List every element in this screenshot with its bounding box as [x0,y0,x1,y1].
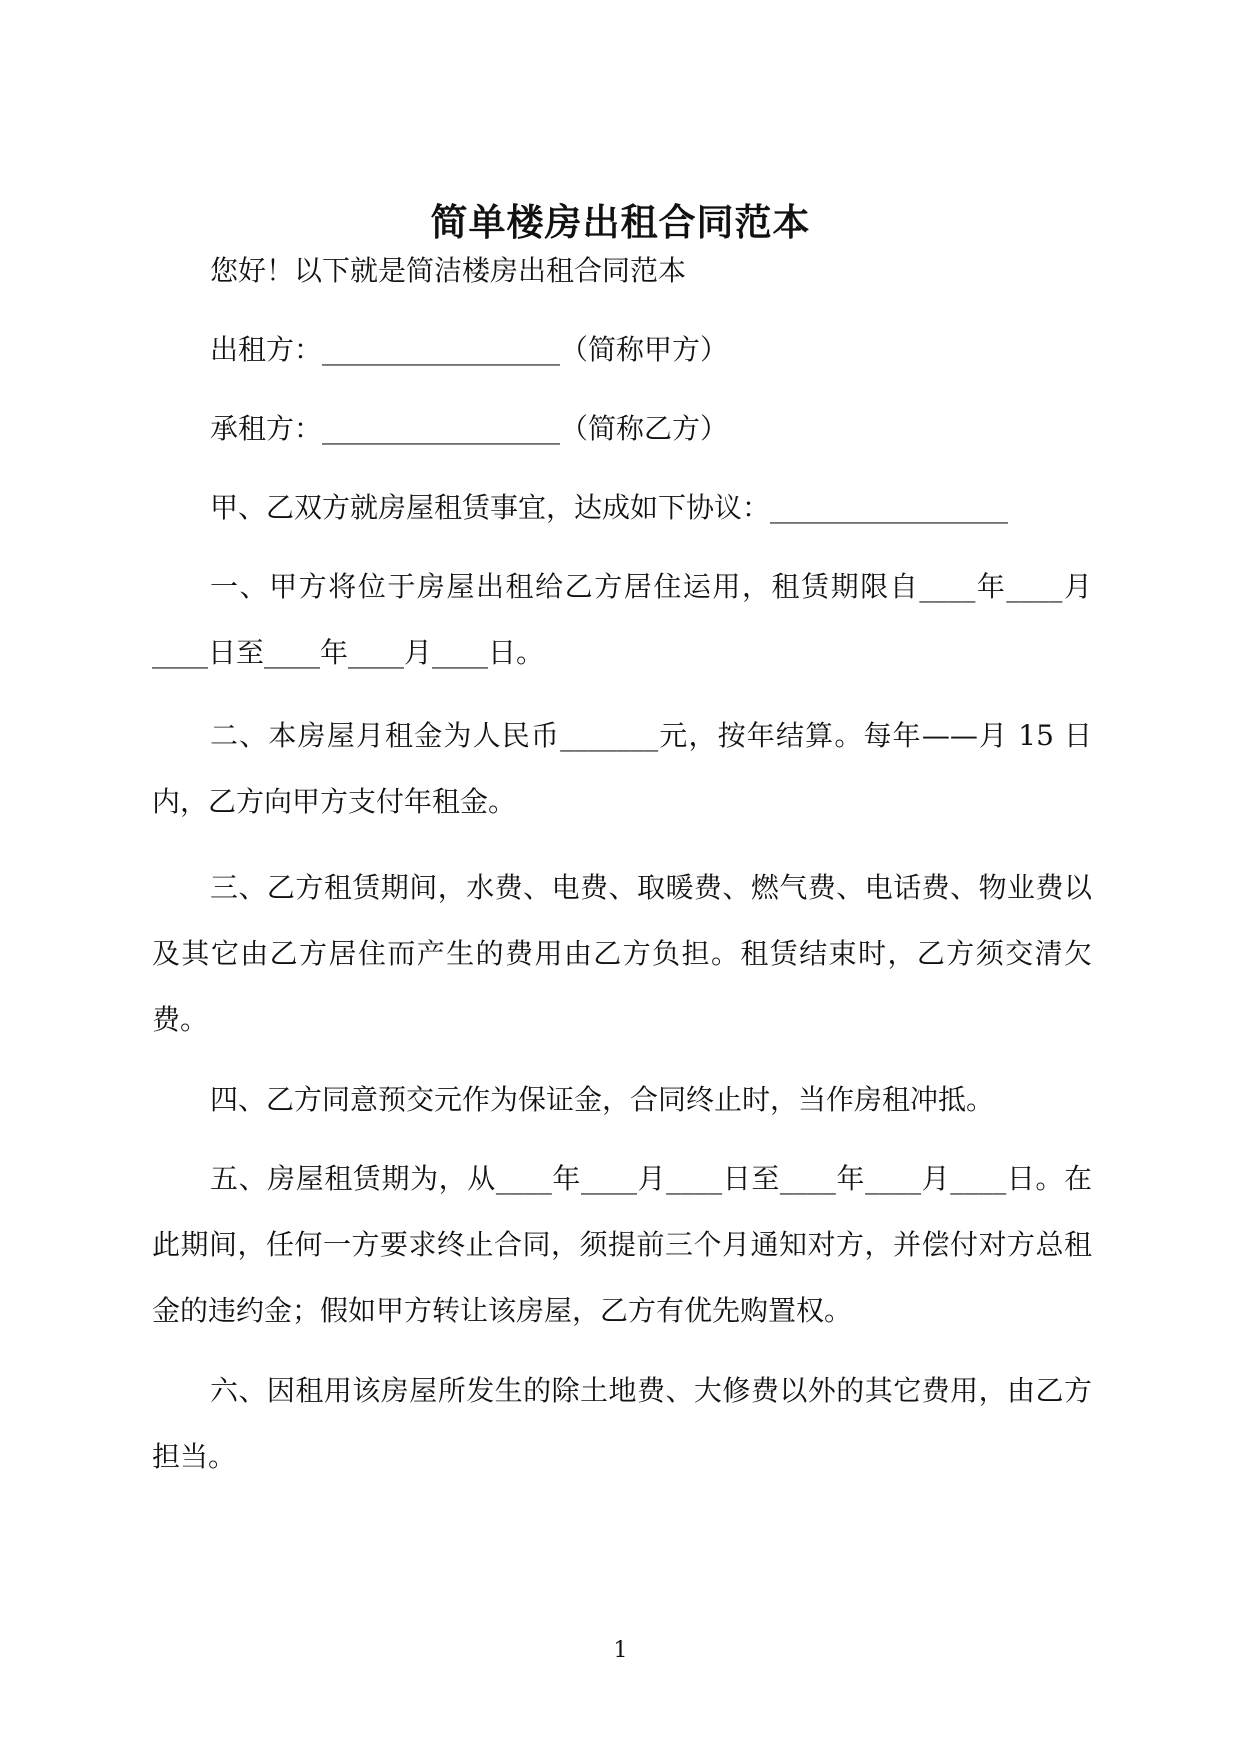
paragraph-clause-5: 五、房屋租赁期为，从____年____月____日至____年____月____日。在此期间，任何一方要求终止合同，须提前三个月通知对方，并偿付对方总租金的违约金；假如甲方转让该房屋，乙方有优先购置权。 [152,1162,1092,1327]
paragraph-greeting: 您好！以下就是简洁楼房出租合同范本 [210,254,687,287]
document-title: 简单楼房出租合同范本 [430,200,811,244]
paragraph-lessee: 承租方：_________________（简称乙方） [210,412,729,445]
paragraph-agreement: 甲、乙双方就房屋租赁事宜，达成如下协议：_________________ [210,491,1009,524]
paragraph-clause-6: 六、因租用该房屋所发生的除土地费、大修费以外的其它费用，由乙方担当。 [152,1374,1092,1473]
paragraph-clause-2: 二、本房屋月租金为人民币_______元，按年结算。每年——月 15 日内，乙方向甲方支付年租金。 [152,719,1092,818]
paragraph-clause-1: 一、甲方将位于房屋出租给乙方居住运用，租赁期限自____年____月____日至____年____月____日。 [152,570,1092,669]
page-number: 1 [613,1638,628,1663]
paragraph-lessor: 出租方：_________________（简称甲方） [210,333,729,366]
paragraph-clause-4: 四、乙方同意预交元作为保证金，合同终止时，当作房租冲抵。 [210,1083,995,1116]
paragraph-clause-3: 三、乙方租赁期间，水费、电费、取暖费、燃气费、电话费、物业费以及其它由乙方居住而产生的费用由乙方负担。租赁结束时，乙方须交清欠费。 [152,871,1092,1036]
